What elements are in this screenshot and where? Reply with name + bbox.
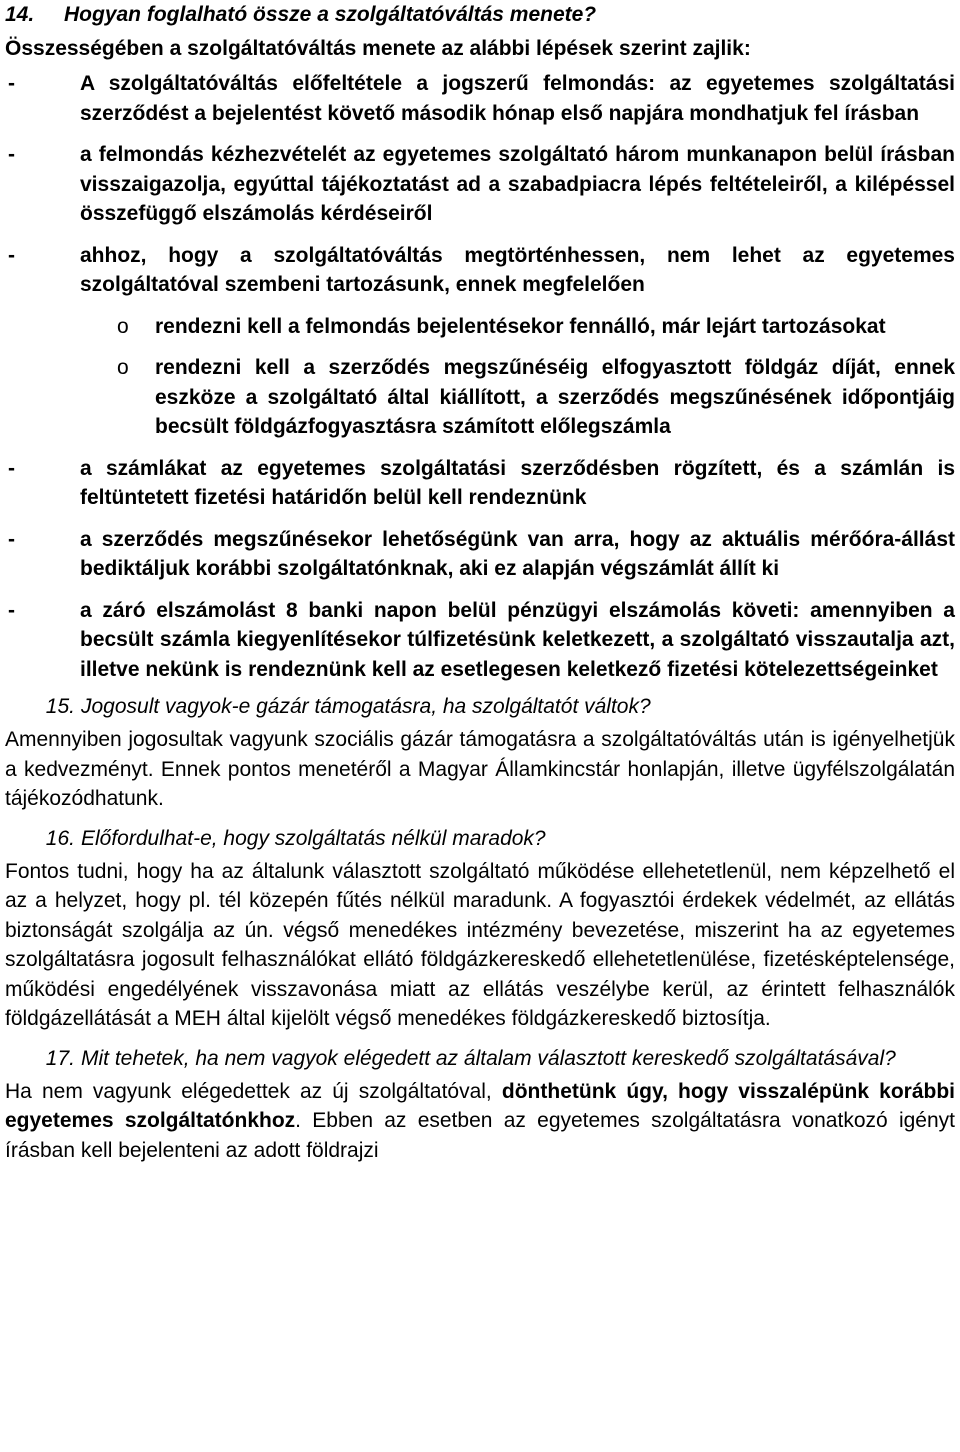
section-heading-15 xyxy=(5,692,955,721)
dash-bullet: - xyxy=(8,527,15,551)
document-page xyxy=(5,0,955,1175)
circle-bullet: o xyxy=(117,356,129,379)
list-item xyxy=(5,241,955,300)
dash-bullet: - xyxy=(8,72,15,95)
paragraph-17 xyxy=(5,1077,955,1166)
section-heading-17 xyxy=(5,1044,955,1073)
list-item xyxy=(5,140,955,229)
sub-list-item xyxy=(5,312,955,342)
list-item-text: a záró elszámolást 8 banki napon belül pénzügyi elszámolás követi: amennyiben a becsült számla kiegyenlítésekor túlfizetésünk keletkezett, a szolgáltató visszautalja azt, illetve nekünk is rendeznünk kell az esetlegesen keletkező fizetési kötelezettségeinket xyxy=(80,598,955,681)
dash-bullet: - xyxy=(8,456,15,480)
heading-number: 16. xyxy=(45,826,75,850)
paragraph-17-bold: dönthetünk úgy, hogy visszalépünk korábbi egyetemes szolgáltatónkhoz xyxy=(5,1079,955,1132)
list-item-text: a számlákat az egyetemes szolgáltatási szerződésben rögzített, és a számlán is feltüntetett fizetési határidőn belül kell rendeznünk xyxy=(80,456,955,509)
section-heading-14 xyxy=(5,0,955,29)
paragraph-15: Amennyiben jogosultak vagyunk szociális gázár támogatásra a szolgáltatóváltás után is igényelhetjük a kedvezményt. Ennek pontos menetéről a Magyar Államkincstár honlapján, illetve ügyfélszolgálatán tájékozódhatunk. xyxy=(5,728,955,810)
list-item-text: a szerződés megszűnésekor lehetőségünk van arra, hogy az aktuális mérőóra-állást bediktáljuk korábbi szolgáltatónknak, aki ez alapján végszámlát állít ki xyxy=(80,527,955,580)
section-heading-16 xyxy=(5,824,955,853)
circle-bullet: o xyxy=(117,314,129,338)
sub-list-item-text: rendezni kell a felmondás bejelentésekor fennálló, már lejárt tartozásokat xyxy=(155,314,886,338)
heading-text: Előfordulhat-e, hogy szolgáltatás nélkül maradok? xyxy=(81,826,546,850)
heading-text: Hogyan foglalható össze a szolgáltatóváltás menete? xyxy=(64,3,597,26)
dash-bullet: - xyxy=(8,143,15,166)
list-item-text: A szolgáltatóváltás előfeltétele a jogszerű felmondás: az egyetemes szolgáltatási szerződést a bejelentést követő második hónap első napjára mondhatjuk fel írásban xyxy=(80,72,955,125)
list-item-text: ahhoz, hogy a szolgáltatóváltás megtörténhessen, nem lehet az egyetemes szolgáltatóval szembeni tartozásunk, ennek megfelelően xyxy=(80,243,955,296)
paragraph-17-start: Ha nem vagyunk elégedettek az új szolgáltatóval, xyxy=(5,1079,502,1103)
dash-bullet: - xyxy=(8,243,15,267)
heading-text: Jogosult vagyok-e gázár támogatásra, ha szolgáltatót váltok? xyxy=(81,695,651,718)
paragraph-16: Fontos tudni, hogy ha az általunk választott szolgáltató működése ellehetetlenül, nem képzelhető el az a helyzet, hogy pl. tél közepén fűtés nélkül maradunk. A fogyasztói érdekek védelmét, az ellátás biztonságát szolgálja az ún. végső menedékes intézmény bevezetése, miszerint ha az egyetemes szolgáltatásra jogosult felhasználókat ellátó földgázkereskedő ellehetetlenülése, fizetésképtelensége, működési engedélyének visszavonása miatt az ellátás veszélybe kerül, az érintett felhasználók földgázellátását a MEH által kijelölt végső menedékes földgázkereskedő biztosítja. xyxy=(5,859,955,1030)
heading-text: Mit tehetek, ha nem vagyok elégedett az általam választott kereskedő szolgáltatásával? xyxy=(81,1046,896,1070)
list-item-text: a felmondás kézhezvételét az egyetemes szolgáltató három munkanapon belül írásban visszaigazolja, egyúttal tájékoztatást ad a szabadpiacra lépés feltételeiről, a kilépéssel összefüggő elszámolás kérdéseiről xyxy=(80,143,955,225)
dash-bullet: - xyxy=(8,598,15,622)
list-item xyxy=(5,454,955,513)
heading-number: 15. xyxy=(45,695,75,718)
intro-sentence: Összességében a szolgáltatóváltás menete az alábbi lépések szerint zajlik: xyxy=(5,37,751,60)
sub-list-item xyxy=(5,353,955,442)
paragraph-17-end: . Ebben az esetben az egyetemes szolgáltatásra vonatkozó igényt írásban kell bejelenteni az adott földrajzi xyxy=(5,1109,955,1162)
heading-number: 14. xyxy=(5,3,35,26)
list-item xyxy=(5,596,955,685)
list-item xyxy=(5,69,955,128)
heading-number: 17. xyxy=(45,1046,75,1070)
sub-list-item-text: rendezni kell a szerződés megszűnéséig elfogyasztott földgáz díját, ennek eszköze a szolgáltató által kiállított, a szerződés megszűnésének időpontjáig becsült földgázfogyasztásra számított előlegszámla xyxy=(155,356,955,438)
list-item xyxy=(5,525,955,584)
